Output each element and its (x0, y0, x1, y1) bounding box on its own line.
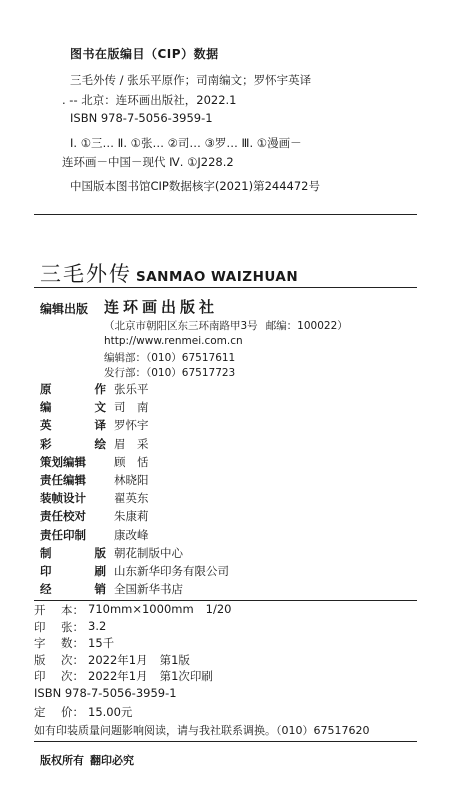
credit-row (40, 527, 149, 543)
divider (34, 741, 417, 742)
spec-row (34, 602, 232, 618)
spec-value: 710mm×1000mm 1/20 (88, 602, 232, 616)
spec-value: 3.2 (88, 618, 107, 633)
cip-line-classification: 连环画－中国－现代 Ⅳ. ①J228.2 (62, 155, 234, 169)
credit-name: 张乐平 (114, 382, 149, 396)
credit-name: 司 南 (114, 400, 149, 415)
book-title-en: SANMAO WAIZHUAN (136, 269, 299, 285)
quality-note: 如有印装质量问题影响阅读，请与我社联系调换。（010）67517620 (34, 724, 370, 737)
copyright-notice: 版权所有 翻印必究 (40, 754, 134, 767)
isbn: ISBN 978-7-5056-3959-1 (34, 686, 177, 700)
credit-role: 印 刷 (40, 564, 106, 578)
credit-role: 英 译 (40, 418, 106, 433)
publisher-address: （北京市朝阳区东三环南路甲3号 邮编：100022） (104, 320, 348, 332)
spec-label: 开 本： (34, 603, 84, 617)
publisher-edit-dept: 编辑部：（010）67517611 (104, 352, 236, 364)
credit-row (40, 472, 149, 488)
book-title-cn: 三毛外传 (40, 262, 132, 286)
spec-row (34, 619, 106, 635)
spec-label: 版 次： (34, 652, 84, 667)
divider (34, 214, 417, 215)
price-row (34, 704, 132, 720)
credit-name: 林晓阳 (114, 473, 149, 487)
cip-number: 中国版本图书馆CIP数据核字(2021)第244472号 (70, 179, 320, 193)
credit-row (40, 381, 149, 397)
credit-role: 编 文 (40, 400, 106, 415)
credit-row (40, 436, 149, 452)
credit-role: 责任编辑 (40, 473, 86, 487)
credit-row (40, 545, 183, 561)
credit-row (40, 581, 183, 597)
spec-label: 印 张： (34, 619, 84, 634)
cip-line-publisher: . -- 北京：连环画出版社，2022.1 (62, 93, 237, 107)
publisher-name: 连环画出版社 (104, 298, 219, 316)
credit-name: 罗怀宇 (114, 418, 149, 433)
credit-row (40, 454, 149, 470)
credit-role: 装帧设计 (40, 491, 86, 506)
credit-role: 制 版 (40, 545, 106, 560)
divider (34, 600, 417, 601)
credit-role: 原 作 (40, 382, 106, 396)
credit-row (40, 399, 149, 415)
spec-value: 2022年1月 第1版 (88, 652, 190, 667)
credit-name: 翟英东 (114, 491, 149, 506)
credit-name: 山东新华印务有限公司 (114, 564, 229, 578)
credit-name: 朝花制版中心 (114, 545, 183, 560)
spec-row (34, 668, 213, 684)
divider (34, 287, 417, 288)
credit-name: 眉 采 (114, 436, 149, 451)
spec-label: 印 次： (34, 669, 84, 684)
spec-value: 2022年1月 第1次印刷 (88, 669, 213, 684)
credit-row (40, 563, 229, 579)
cip-heading: 图书在版编目（CIP）数据 (70, 47, 219, 61)
price-label: 定 价： (34, 705, 84, 719)
publisher-label: 编辑出版 (40, 302, 89, 316)
publisher-url: http://www.renmei.com.cn (104, 335, 243, 347)
spec-row (34, 652, 190, 668)
credit-role: 责任校对 (40, 509, 86, 524)
book-title (40, 258, 298, 288)
spec-value: 15千 (88, 636, 115, 651)
credit-row (40, 490, 149, 506)
spec-label: 字 数： (34, 636, 84, 651)
cip-line-isbn: ISBN 978-7-5056-3959-1 (70, 111, 213, 125)
spec-row (34, 635, 114, 651)
credit-row (40, 417, 149, 433)
cip-line-title: 三毛外传 / 张乐平原作；司南编文；罗怀宇英译 (70, 73, 312, 87)
credit-role: 彩 绘 (40, 436, 106, 451)
credit-role: 责任印制 (40, 527, 86, 542)
credit-name: 顾 恬 (114, 454, 149, 469)
credit-role: 经 销 (40, 582, 106, 597)
credit-row (40, 508, 149, 524)
cip-line-subjects: Ⅰ. ①三… Ⅱ. ①张… ②司… ③罗… Ⅲ. ①漫画－ (70, 136, 302, 150)
credit-role: 策划编辑 (40, 454, 86, 469)
credit-name: 全国新华书店 (114, 582, 183, 597)
credit-name: 朱康莉 (114, 509, 149, 524)
publisher-sales-dept: 发行部：（010）67517723 (104, 367, 236, 379)
credit-name: 康改峰 (114, 527, 149, 542)
price-value: 15.00元 (88, 705, 133, 719)
